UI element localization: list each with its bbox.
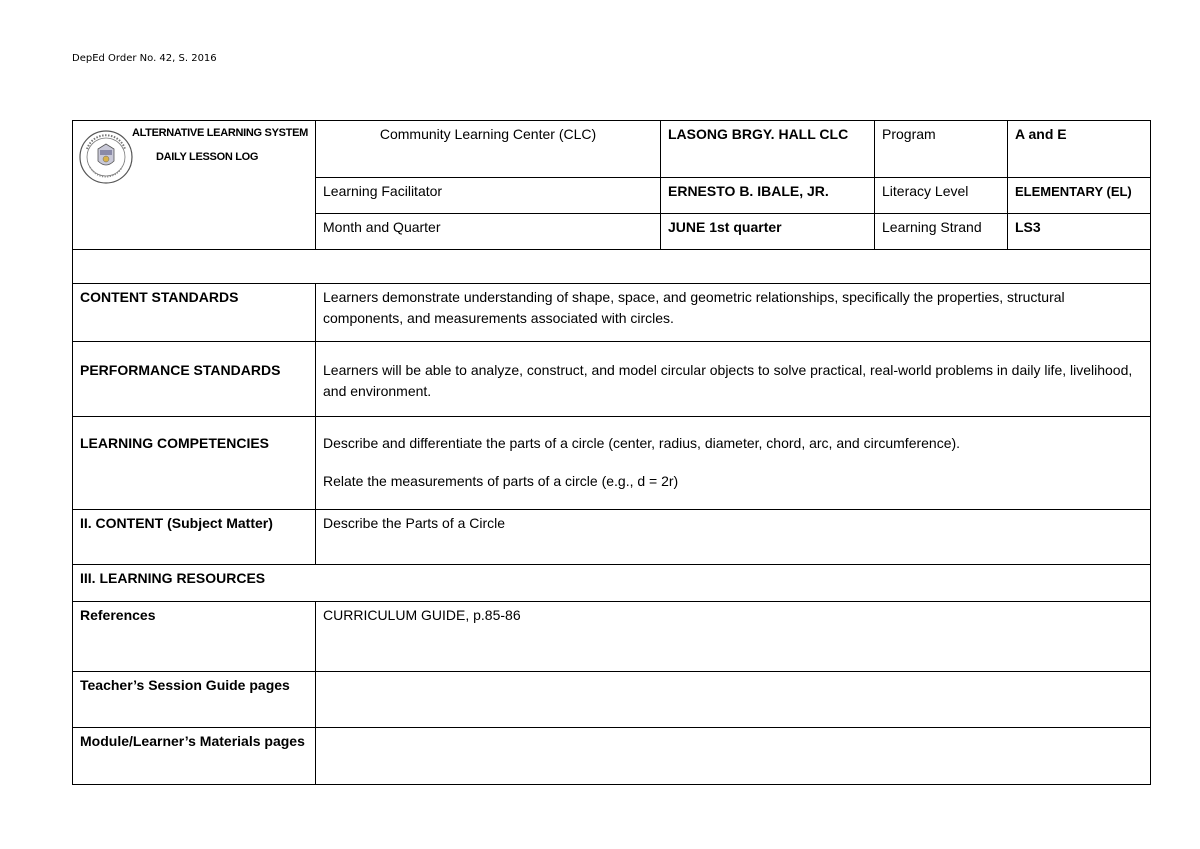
clc-label: Community Learning Center (CLC)	[316, 121, 661, 178]
content-standards-text: Learners demonstrate understanding of shape, space, and geometric relationships, specifically the properties, structural components, and measurements associated with circles.	[316, 284, 1151, 342]
document-order-number: DepEd Order No. 42, S. 2016	[72, 53, 217, 64]
references-text: CURRICULUM GUIDE, p.85-86	[316, 602, 1151, 672]
teacher-guide-text	[316, 672, 1151, 728]
performance-standards-row	[73, 342, 1151, 417]
learning-resources-row	[73, 565, 1151, 602]
program-label: Program	[875, 121, 1008, 178]
learning-strand-value: LS3	[1008, 214, 1151, 250]
agency-cell	[73, 121, 316, 250]
learning-competencies-row	[73, 417, 1151, 510]
daily-lesson-log-table	[72, 120, 1151, 785]
facilitator-label: Learning Facilitator	[316, 178, 661, 214]
learning-competencies-list	[316, 417, 1151, 510]
content-label: II. CONTENT (Subject Matter)	[73, 510, 316, 565]
teacher-guide-label: Teacher’s Session Guide pages	[73, 672, 316, 728]
module-materials-label: Module/Learner’s Materials pages	[73, 728, 316, 785]
clc-value: LASONG BRGY. HALL CLC	[661, 121, 875, 178]
facilitator-value: ERNESTO B. IBALE, JR.	[661, 178, 875, 214]
document-title: DAILY LESSON LOG	[156, 151, 259, 163]
performance-standards-text: Learners will be able to analyze, construct, and model circular objects to solve practical, real-world problems in daily life, livelihood, and environment.	[316, 342, 1151, 417]
competency-item: Describe and differentiate the parts of a circle (center, radius, diameter, chord, arc, and circumference).	[323, 435, 961, 451]
content-text: Describe the Parts of a Circle	[316, 510, 1151, 565]
program-value: A and E	[1008, 121, 1151, 178]
module-materials-row	[73, 728, 1151, 785]
month-quarter-value: JUNE 1st quarter	[661, 214, 875, 250]
content-standards-label: CONTENT STANDARDS	[73, 284, 316, 342]
learning-resources-label: III. LEARNING RESOURCES	[73, 565, 1151, 602]
content-standards-row	[73, 284, 1151, 342]
month-quarter-label: Month and Quarter	[316, 214, 661, 250]
learning-strand-label: Learning Strand	[875, 214, 1008, 250]
literacy-level-value: ELEMENTARY (EL)	[1008, 178, 1151, 214]
teacher-guide-row	[73, 672, 1151, 728]
header-row-1	[73, 121, 1151, 178]
deped-seal-icon	[78, 129, 134, 185]
content-row	[73, 510, 1151, 565]
competency-item: Relate the measurements of parts of a circle (e.g., d = 2r)	[323, 473, 679, 489]
references-row	[73, 602, 1151, 672]
performance-standards-label: PERFORMANCE STANDARDS	[73, 342, 316, 417]
learning-competencies-label: LEARNING COMPETENCIES	[73, 417, 316, 510]
module-materials-text	[316, 728, 1151, 785]
agency-title: ALTERNATIVE LEARNING SYSTEM	[131, 127, 308, 139]
spacer-row	[73, 250, 1151, 284]
references-label: References	[73, 602, 316, 672]
literacy-level-label: Literacy Level	[875, 178, 1008, 214]
